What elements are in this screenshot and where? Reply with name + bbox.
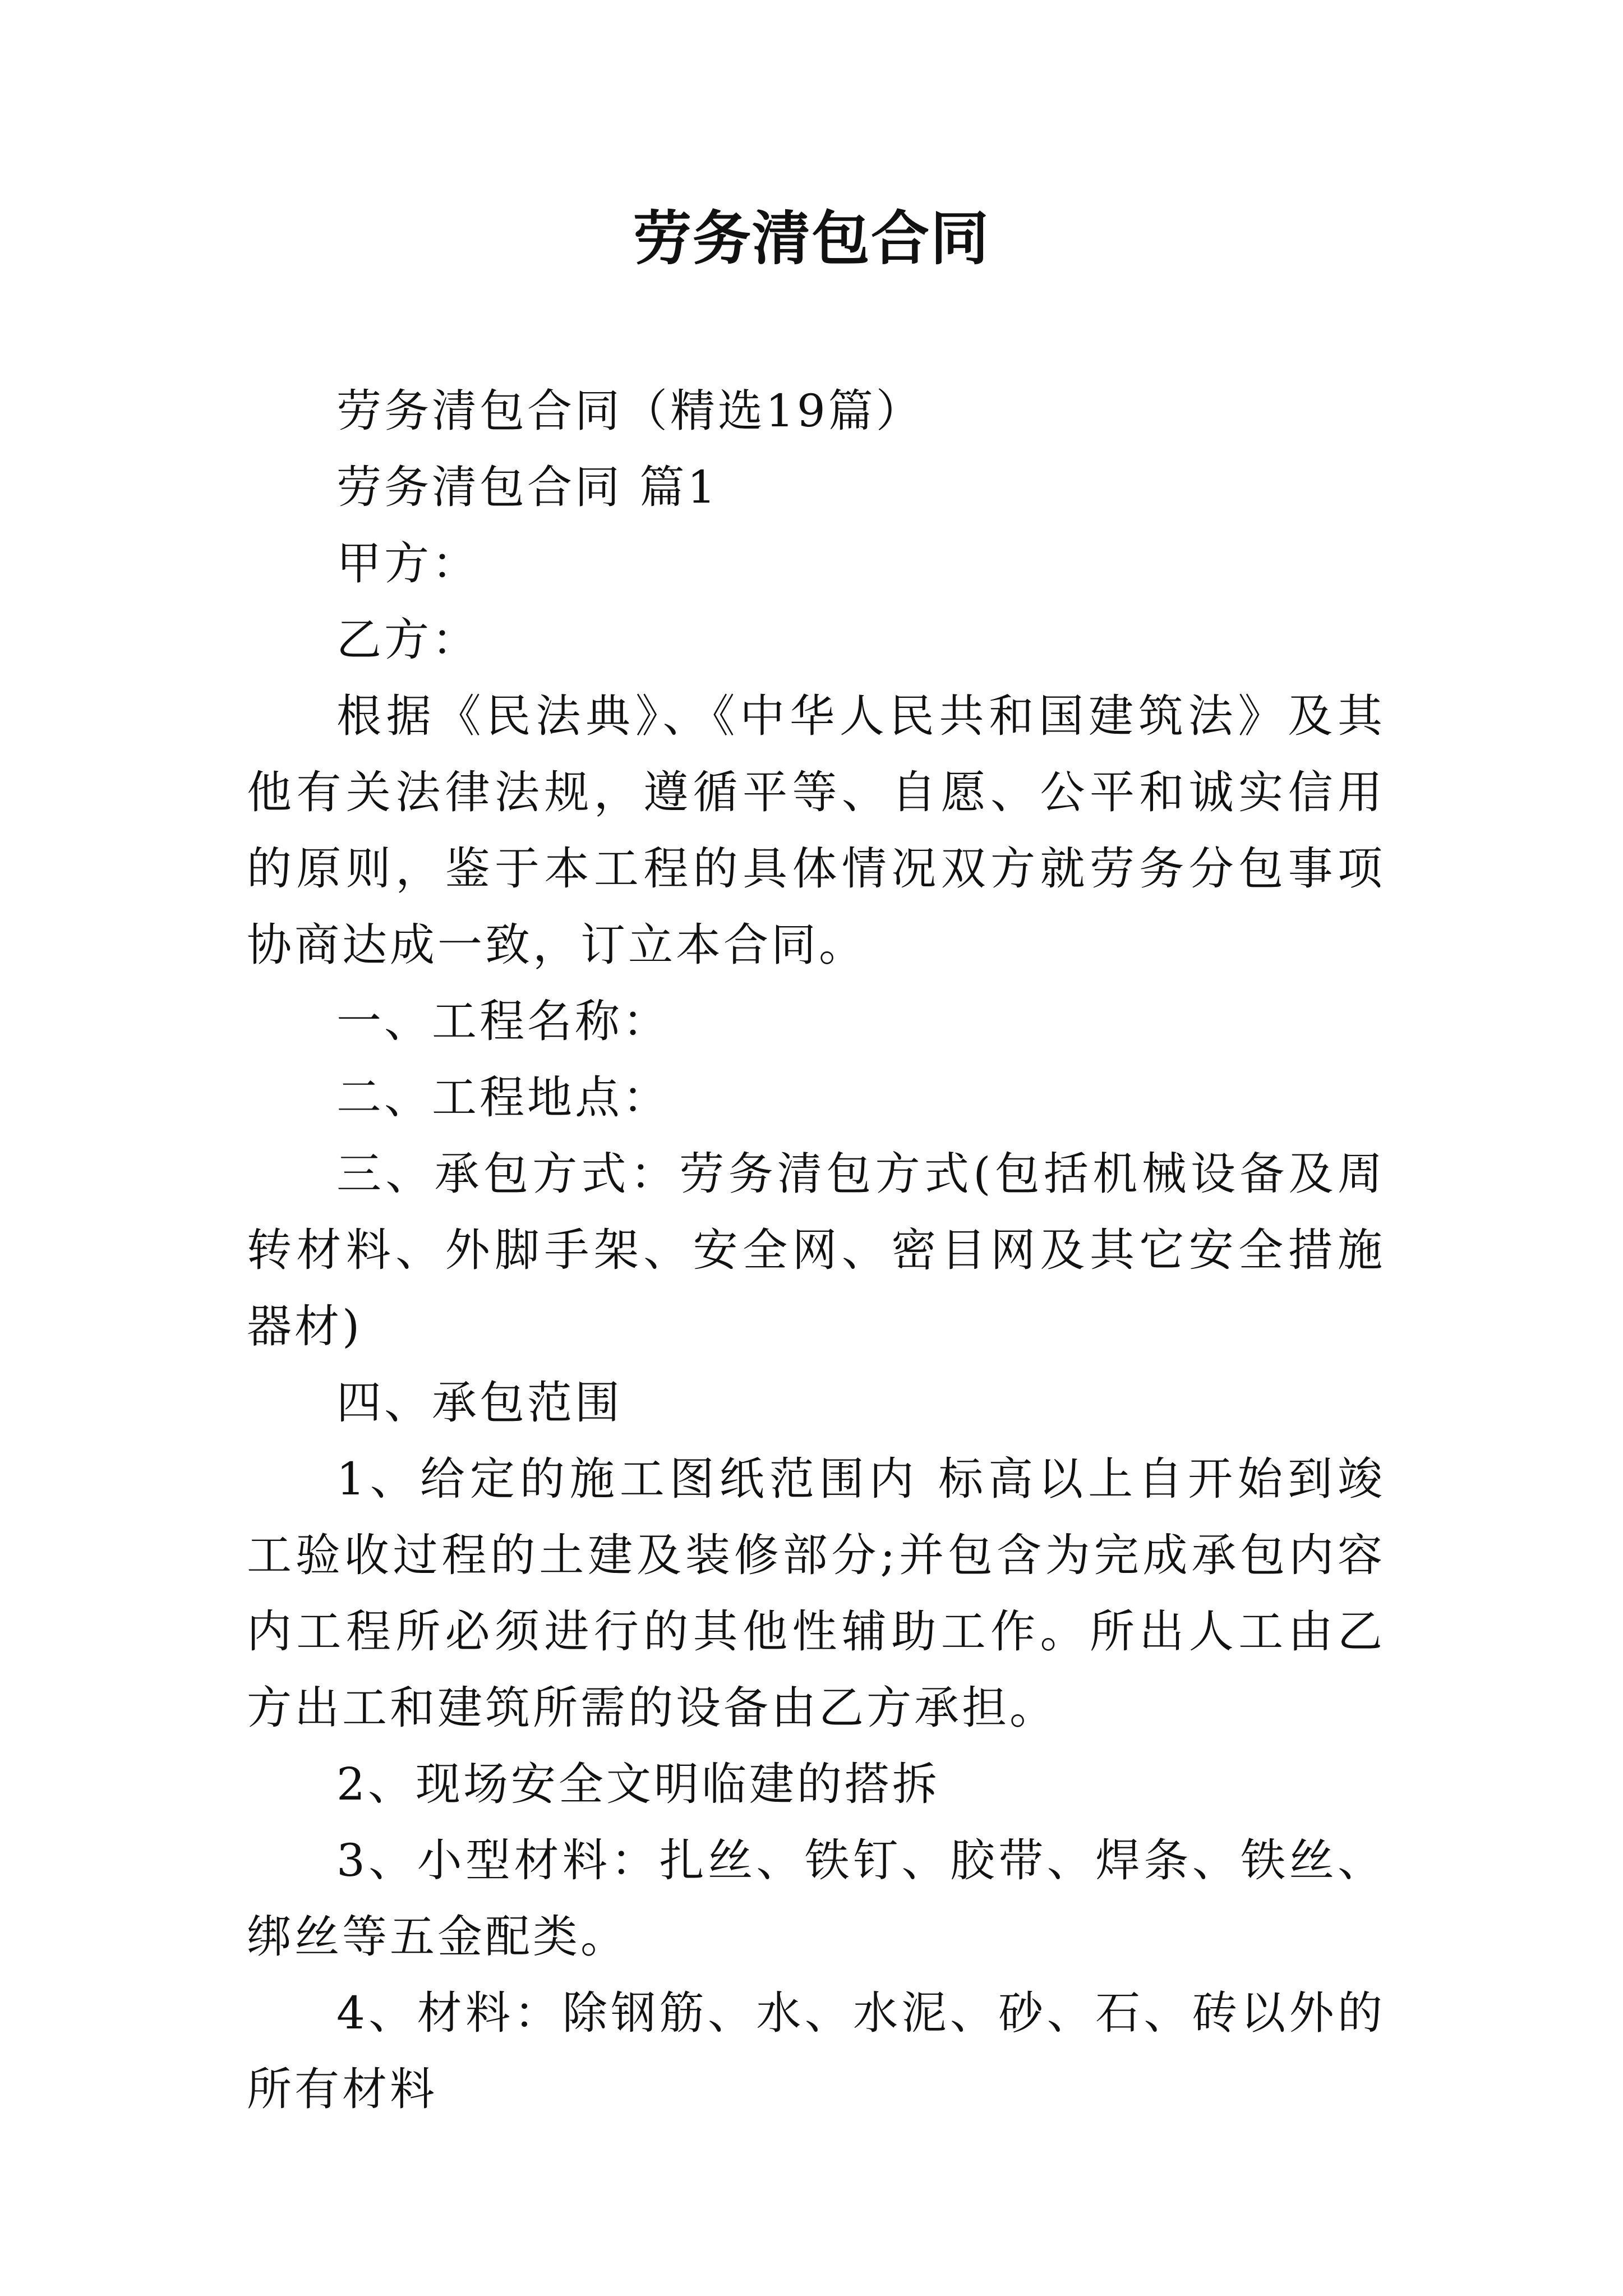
clause-project-name: 一、工程名称： (336, 995, 670, 1047)
clause-contract-method: 三、承包方式：劳务清包方式(包括机械设备及周转材料、外脚手架、安全网、密目网及其它安全措施器材) (247, 1148, 1385, 1352)
party-b-field: 乙方： (336, 614, 479, 666)
scope-item-2: 2、现场安全文明临建的搭拆 (336, 1758, 940, 1810)
clause-project-location: 二、工程地点： (336, 1071, 670, 1124)
document-body (247, 373, 1385, 2128)
scope-item-4: 4、材料：除钢筋、水、水泥、砂、石、砖以外的所有材料 (247, 1987, 1385, 2115)
scope-item-1: 1、给定的施工图纸范围内 标高以上自开始到竣工验收过程的土建及装修部分;并包含为完成承包内容内工程所必须进行的其他性辅助工作。所出人工由乙方出工和建筑所需的设备由乙方承担。 (247, 1453, 1385, 1734)
document-title: 劳务清包合同 (633, 204, 990, 273)
party-a-field: 甲方： (336, 537, 479, 590)
section-heading: 劳务清包合同 篇1 (336, 461, 719, 513)
scope-item-3: 3、小型材料：扎丝、铁钉、胶带、焊条、铁丝、绑丝等五金配类。 (247, 1834, 1385, 1963)
subtitle-paragraph: 劳务清包合同（精选19篇） (336, 385, 924, 437)
clause-contract-scope: 四、承包范围 (336, 1377, 623, 1429)
preamble-paragraph: 根据《民法典》、《中华人民共和国建筑法》及其他有关法律法规，遵循平等、自愿、公平和诚实信用的原则，鉴于本工程的具体情况双方就劳务分包事项协商达成一致，订立本合同。 (247, 690, 1385, 971)
